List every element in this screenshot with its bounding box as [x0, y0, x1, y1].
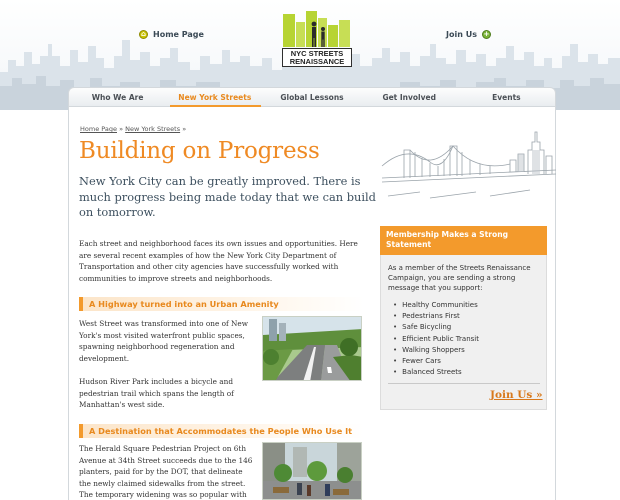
list-item: • Fewer Cars [393, 356, 479, 367]
breadcrumb-separator: » [119, 125, 124, 133]
logo-wordmark [282, 48, 352, 67]
intro-body-text: Each street and neighborhood faces its own issues and opportunities. Here are several recent examples of how the New York City Department of Transportation and other city agencies have successfully worked with communities to improve streets and neighborhoods. [79, 239, 358, 283]
list-item: • Walking Shoppers [393, 345, 479, 356]
story-paragraph: The Herald Square Pedestrian Project on 6th Avenue at 34th Street succeeds due to the 146 planters, paid for by the DOT, that delineate the newly claimed sidewalks from the street. The temporary widening was so popular with [79, 444, 253, 499]
join-us-link[interactable] [446, 28, 491, 40]
page-title: Building on Progress [79, 138, 320, 164]
breadcrumb-home-link[interactable]: Home Page [80, 125, 117, 133]
membership-support-list [393, 300, 479, 378]
logo-line-2: RENAISSANCE [289, 57, 345, 66]
membership-intro-text: As a member of the Streets Renaissance Campaign, you are sending a strong message that you support: [388, 264, 531, 292]
breadcrumb-separator: » [182, 125, 187, 133]
plus-icon: + [483, 29, 490, 38]
home-icon: ⌂ [140, 29, 146, 38]
nav-tab-new-york-streets[interactable]: New York Streets [178, 93, 252, 102]
logo-line-1: NYC STREETS [290, 49, 344, 58]
highway-park-photo-art [263, 317, 362, 381]
herald-square-photo [262, 442, 362, 500]
main-navigation [68, 87, 556, 107]
story-paragraph: West Street was transformed into one of New York's most visited waterfront public spaces, spawning neighborhood regeneration and development. [79, 319, 248, 363]
sidebar-join-us-link[interactable]: Join Us » [490, 389, 543, 401]
highway-park-photo [262, 316, 362, 381]
home-page-label: Home Page [153, 29, 204, 39]
nav-tab-who-we-are[interactable]: Who We Are [91, 93, 144, 102]
list-item: • Balanced Streets [393, 367, 479, 378]
nav-tab-get-involved[interactable]: Get Involved [382, 93, 436, 102]
nav-tab-global-lessons[interactable]: Global Lessons [280, 93, 344, 102]
logo-skyline-mark [281, 9, 353, 47]
home-page-link[interactable] [139, 28, 204, 40]
membership-divider [388, 383, 540, 384]
list-item: • Efficient Public Transit [393, 334, 479, 345]
membership-box-title: Membership Makes a Strong Statement [380, 226, 547, 255]
bridge-sketch-illustration [380, 126, 556, 216]
list-item: • Pedestrians First [393, 311, 479, 322]
nav-tab-events[interactable]: Events [492, 93, 521, 102]
join-us-label: Join Us [446, 29, 477, 39]
list-item: • Safe Bicycling [393, 322, 479, 333]
site-logo[interactable] [281, 9, 353, 67]
list-item: • Healthy Communities [393, 300, 479, 311]
herald-square-photo-art [263, 443, 362, 500]
intro-lead-text: New York City can be greatly improved. There is much progress being made today that we can build on tomorrow. [79, 174, 376, 219]
section-heading-highway: A Highway turned into an Urban Amenity [79, 297, 364, 311]
breadcrumb [80, 125, 186, 133]
breadcrumb-new-york-streets-link[interactable]: New York Streets [125, 125, 181, 133]
story-paragraph: Hudson River Park includes a bicycle and pedestrian trail which spans the length of Manhattan's west side. [79, 377, 234, 409]
section-heading-destination: A Destination that Accommodates the People Who Use It [79, 424, 364, 438]
